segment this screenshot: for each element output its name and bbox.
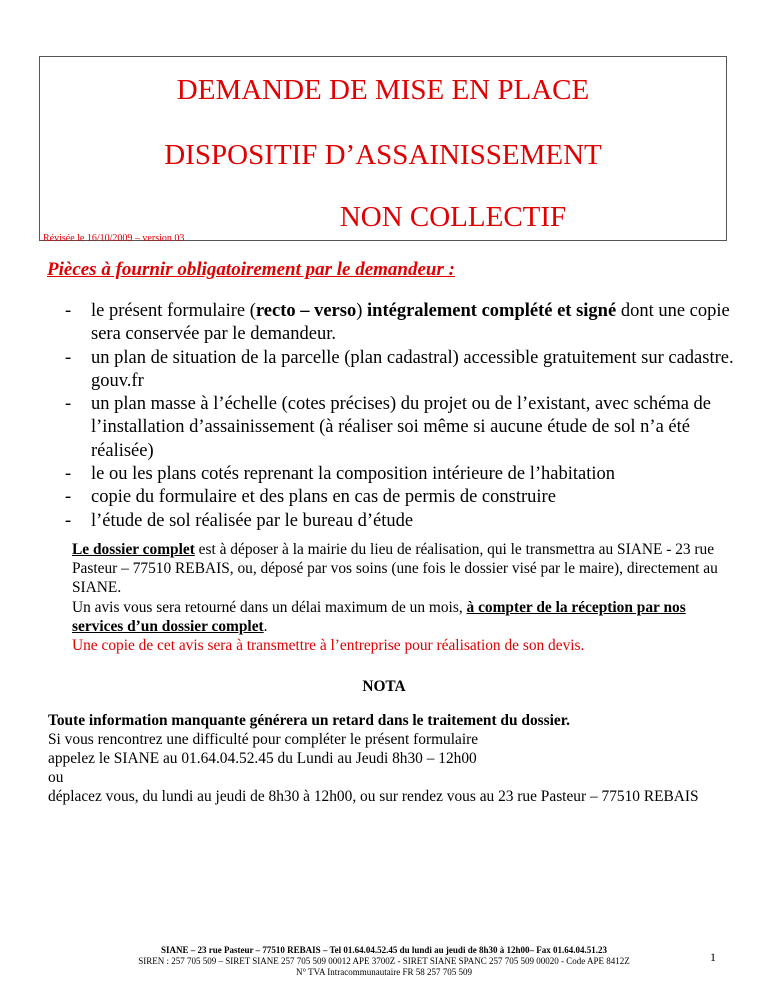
- pieces-title: Pièces à fournir obligatoirement par le demandeur :: [47, 259, 455, 280]
- dossier-copie: Une copie de cet avis sera à transmettre à l’entreprise pour réalisation de son devis.: [72, 637, 585, 655]
- pieces-item-formulaire: - le présent formulaire (recto – verso) intégralement complété et signé dont une copie sera conservée par le demandeur.: [65, 300, 740, 347]
- dossier-deposit: Le dossier complet est à déposer à la mairie du lieu de réalisation, qui le transmettra au SIANE - 23 rue Pasteur – 77510 REBAIS, ou, déposé par vos soins (une fois le dossier visé par le maire), directement au SIANE.: [72, 541, 718, 597]
- footer-line-2: SIREN : 257 705 509 – SIRET SIANE 257 705 509 00012 APE 3700Z - SIRET SIANE SPANC 257 705 509 00020 - Code APE 8412Z: [138, 956, 630, 966]
- nota-body: [48, 711, 748, 806]
- page-footer: [0, 945, 768, 978]
- pieces-item-plan-situation: - un plan de situation de la parcelle (plan cadastral) accessible gratuitement sur cadastre. gouv.fr: [65, 347, 740, 394]
- nota-line-3: ou: [48, 769, 64, 786]
- nota-line-4: déplacez vous, du lundi au jeudi de 8h30 à 12h00, ou sur rendez vous au 23 rue Pasteur – 77510 REBAIS: [48, 788, 699, 805]
- title-line-2: DISPOSITIF D’ASSAINISSEMENT: [164, 139, 602, 171]
- nota-title: NOTA: [362, 678, 406, 695]
- pieces-item-plan-masse: - un plan masse à l’échelle (cotes précises) du projet ou de l’existant, avec schéma de l’installation d’assainissement (à réaliser soi même si aucune étude de sol n’a été réalisée): [65, 393, 740, 463]
- nota-line-2: appelez le SIANE au 01.64.04.52.45 du Lundi au Jeudi 8h30 – 12h00: [48, 750, 477, 767]
- pieces-item-plans-cotes: - le ou les plans cotés reprenant la composition intérieure de l’habitation: [65, 463, 740, 486]
- nota-warning: Toute information manquante générera un retard dans le traitement du dossier.: [48, 712, 571, 729]
- dossier-paragraph: [72, 540, 732, 655]
- title-box: [39, 56, 727, 244]
- footer-line-1: SIANE – 23 rue Pasteur – 77510 REBAIS – Tel 01.64.04.52.45 du lundi au jeudi de 8h30 à 12h00– Fax 01.64.04.51.23: [161, 945, 607, 955]
- dossier-avis: Un avis vous sera retourné dans un délai maximum de un mois, à compter de la réception par nos services d’un dossier complet.: [72, 598, 686, 635]
- nota-line-1: Si vous rencontrez une difficulté pour compléter le présent formulaire: [48, 731, 479, 748]
- pieces-list: [65, 300, 740, 533]
- revision-label: Révisée le 16/10/2009 – version 03: [43, 233, 185, 244]
- title-line-1: DEMANDE DE MISE EN PLACE: [176, 74, 590, 106]
- dossier-lead: Le dossier complet: [72, 541, 195, 558]
- pieces-item-etude-sol: - l’étude de sol réalisée par le bureau d’étude: [65, 510, 740, 533]
- pieces-item-copie-formulaire: - copie du formulaire et des plans en cas de permis de construire: [65, 486, 740, 509]
- footer-line-3: N° TVA Intracommunautaire FR 58 257 705 509: [295, 967, 472, 977]
- dossier-avis-emphasis: à compter de la réception par nos services d’un dossier complet: [72, 598, 686, 635]
- page-number: 1: [710, 950, 716, 964]
- title-line-3: NON COLLECTIF: [339, 201, 567, 233]
